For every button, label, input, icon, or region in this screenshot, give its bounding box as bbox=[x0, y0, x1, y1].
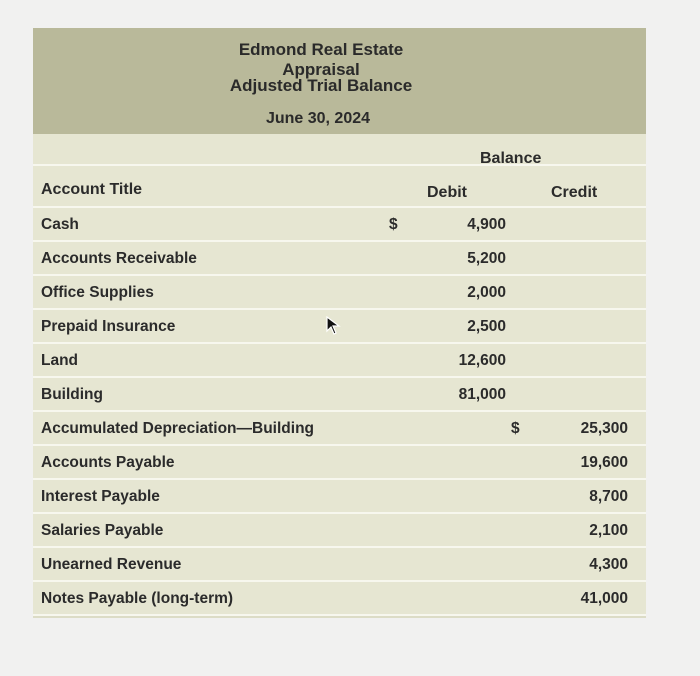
account-title-cell: Land bbox=[41, 352, 79, 369]
account-title-cell: Salaries Payable bbox=[41, 522, 164, 539]
table-row bbox=[33, 344, 646, 378]
table-row bbox=[33, 378, 646, 412]
table-row bbox=[33, 412, 646, 446]
account-title-cell: Unearned Revenue bbox=[41, 556, 182, 573]
account-title-cell: Interest Payable bbox=[41, 488, 160, 505]
table-row bbox=[33, 480, 646, 514]
account-title-cell: Notes Payable (long-term) bbox=[41, 590, 234, 607]
credit-amount-cell: 4,300 bbox=[589, 556, 628, 573]
account-title-heading: Account Title bbox=[41, 181, 143, 198]
debit-amount-cell: 2,000 bbox=[467, 284, 506, 301]
table-row bbox=[33, 208, 646, 242]
credit-amount-cell: 19,600 bbox=[580, 454, 628, 471]
debit-amount-cell: 81,000 bbox=[458, 386, 506, 403]
credit-heading: Credit bbox=[551, 184, 598, 201]
account-title-cell: Accounts Payable bbox=[41, 454, 175, 471]
debit-amount-cell: 2,500 bbox=[467, 318, 506, 335]
table-row bbox=[33, 446, 646, 480]
mouse-pointer-icon bbox=[325, 316, 341, 336]
balance-heading: Balance bbox=[480, 150, 542, 167]
credit-amount-cell: 25,300 bbox=[580, 420, 628, 437]
table-row bbox=[33, 276, 646, 310]
debit-heading: Debit bbox=[427, 184, 467, 201]
statement-date: June 30, 2024 bbox=[265, 110, 371, 127]
statement-title: Adjusted Trial Balance bbox=[229, 76, 413, 95]
statement-header bbox=[33, 28, 646, 134]
table-row bbox=[33, 242, 646, 276]
company-name: Edmond Real Estate Appraisal bbox=[238, 40, 404, 79]
account-title-cell: Cash bbox=[41, 216, 79, 233]
debit-dollar-sign: $ bbox=[389, 216, 398, 233]
table-row bbox=[33, 514, 646, 548]
debit-amount-cell: 12,600 bbox=[458, 352, 506, 369]
account-title-cell: Office Supplies bbox=[41, 284, 154, 301]
credit-amount-cell: 8,700 bbox=[589, 488, 628, 505]
balance-header-row bbox=[33, 134, 646, 166]
debit-amount-cell: 4,900 bbox=[467, 216, 506, 233]
debit-amount-cell: 5,200 bbox=[467, 250, 506, 267]
account-title-cell: Building bbox=[41, 386, 103, 403]
credit-amount-cell: 41,000 bbox=[580, 590, 628, 607]
table-row bbox=[33, 582, 646, 616]
credit-dollar-sign: $ bbox=[511, 420, 520, 437]
account-title-cell: Accounts Receivable bbox=[41, 250, 197, 267]
account-title-cell: Accumulated Depreciation—Building bbox=[41, 420, 315, 437]
table-row bbox=[33, 548, 646, 582]
account-title-cell: Prepaid Insurance bbox=[41, 318, 176, 335]
credit-amount-cell: 2,100 bbox=[589, 522, 628, 539]
